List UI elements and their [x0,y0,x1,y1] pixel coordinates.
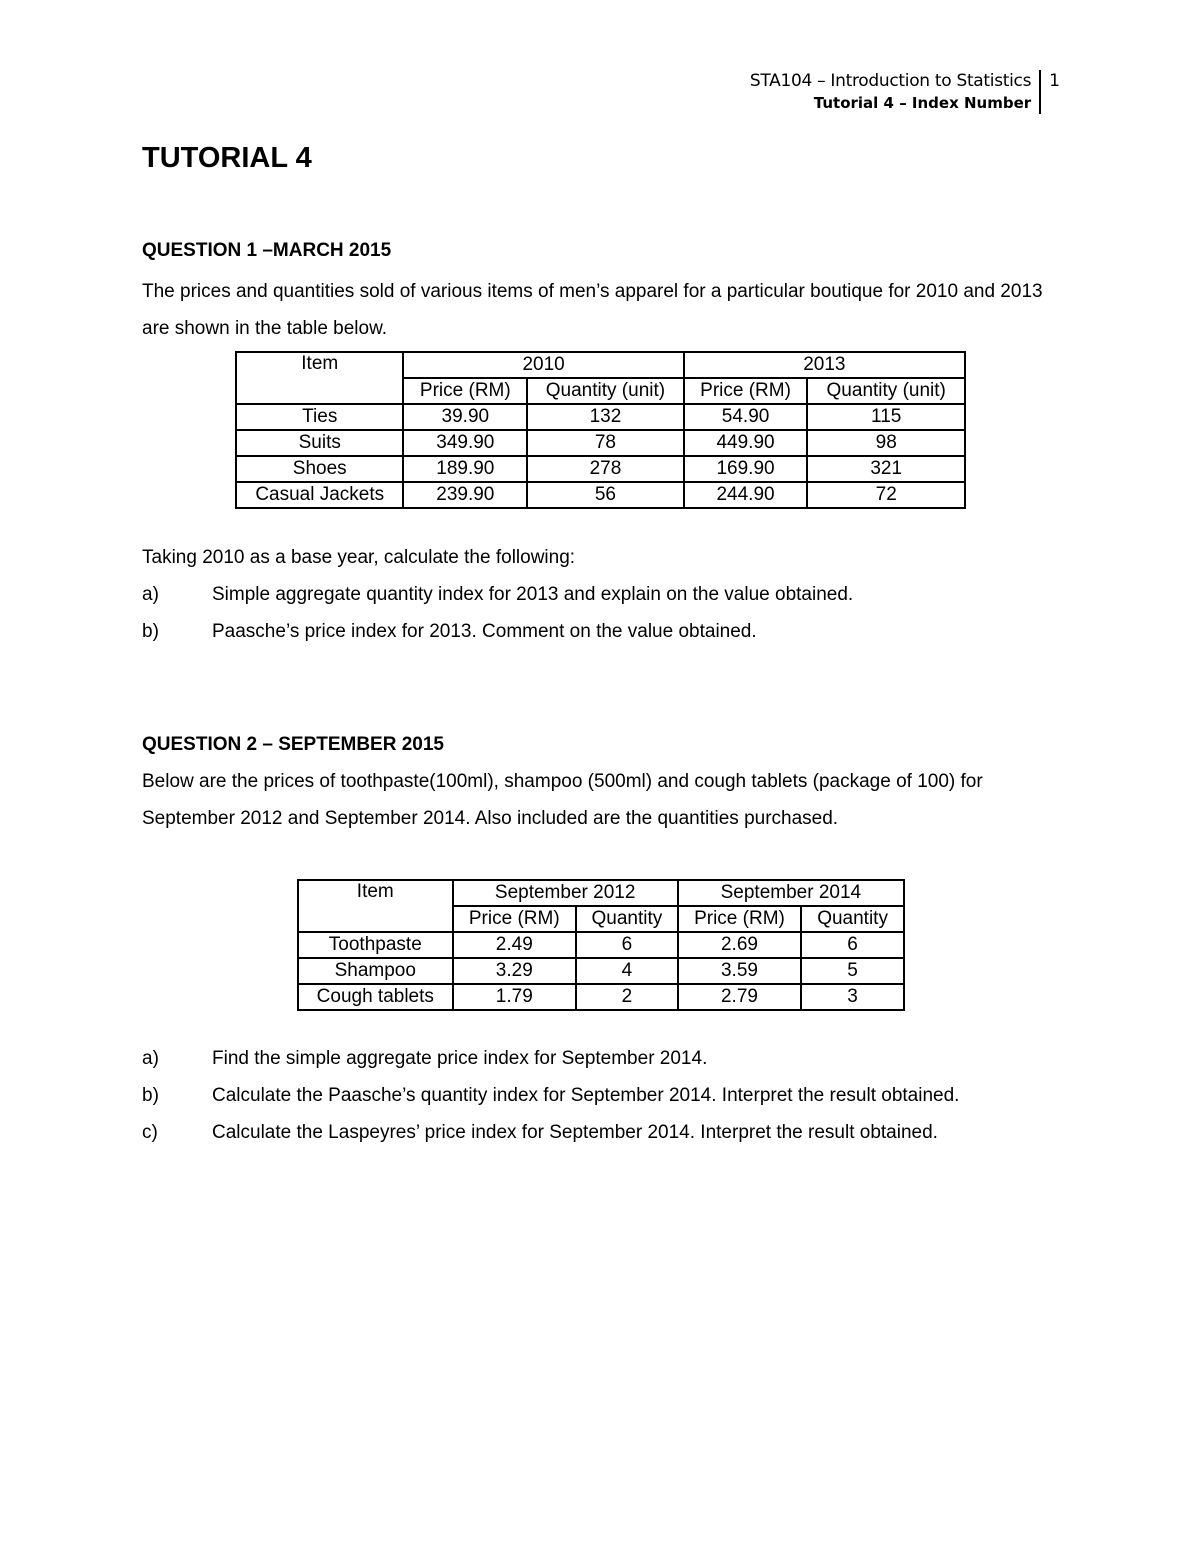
quantity-cell: 132 [527,404,684,430]
question-2-parts [142,1040,959,1151]
price-cell: 2.79 [678,984,801,1010]
price-cell: 169.90 [684,456,808,482]
price-cell: 39.90 [403,404,527,430]
quantity-cell: 56 [527,482,684,508]
header-text-block [750,70,1041,114]
quantity-cell: 4 [576,958,678,984]
quantity-cell: 115 [807,404,965,430]
table-row [236,404,965,430]
table-row [236,482,965,508]
question-1-instruction: Taking 2010 as a base year, calculate the following: [142,547,576,568]
question-1-parts [142,576,853,650]
price-cell: 239.90 [403,482,527,508]
quantity-header: Quantity (unit) [807,378,965,404]
price-cell: 244.90 [684,482,808,508]
item-cell: Cough tablets [298,984,453,1010]
year-1-header: 2010 [403,352,683,378]
item-cell: Toothpaste [298,932,453,958]
quantity-cell: 3 [801,984,904,1010]
year-2-header: September 2014 [678,880,904,906]
table-row [298,984,904,1010]
year-1-header: September 2012 [453,880,678,906]
part-text: Find the simple aggregate price index for September 2014. [212,1048,708,1069]
part-text: Calculate the Laspeyres’ price index for September 2014. Interpret the result obtained. [212,1122,938,1143]
item-cell: Suits [236,430,403,456]
price-cell: 54.90 [684,404,808,430]
question-1-table [235,351,966,509]
part-letter: a) [142,1048,159,1069]
part-text: Simple aggregate quantity index for 2013 and explain on the value obtained. [212,584,854,605]
quantity-cell: 278 [527,456,684,482]
price-header: Price (RM) [453,906,576,932]
question-1-intro: The prices and quantities sold of various items of men’s apparel for a particular boutique for 2010 and 2013 are shown in the table below. [142,281,1043,339]
part-text: Paasche’s price index for 2013. Comment on the value obtained. [212,621,757,642]
price-cell: 2.69 [678,932,801,958]
price-cell: 189.90 [403,456,527,482]
list-item [142,1114,959,1151]
item-column-header: Item [236,352,403,404]
table-header-row [236,352,965,378]
part-letter: a) [142,584,159,605]
list-item [142,1077,959,1114]
page-header [750,70,1060,114]
quantity-cell: 6 [801,932,904,958]
price-header: Price (RM) [678,906,801,932]
table-row [298,932,904,958]
price-cell: 349.90 [403,430,527,456]
table-header-row [298,880,904,906]
quantity-cell: 72 [807,482,965,508]
quantity-header: Quantity (unit) [527,378,684,404]
table-row [236,456,965,482]
page-number: 1 [1049,71,1060,91]
question-2-table [297,879,905,1011]
question-1-heading: QUESTION 1 –MARCH 2015 [142,240,392,261]
price-header: Price (RM) [403,378,527,404]
question-2-intro: Below are the prices of toothpaste(100ml), shampoo (500ml) and cough tablets (package of 100) for September 2012 and September 2014. Also included are the quantities purchased. [142,771,983,829]
quantity-cell: 321 [807,456,965,482]
part-letter: b) [142,621,159,642]
item-cell: Casual Jackets [236,482,403,508]
part-letter: b) [142,1085,159,1106]
tutorial-subtitle: Tutorial 4 – Index Number [813,94,1032,112]
quantity-cell: 2 [576,984,678,1010]
quantity-cell: 5 [801,958,904,984]
part-letter: c) [142,1122,158,1143]
quantity-header: Quantity [801,906,904,932]
quantity-cell: 98 [807,430,965,456]
course-title: STA104 – Introduction to Statistics [749,71,1032,91]
item-cell: Shampoo [298,958,453,984]
quantity-cell: 78 [527,430,684,456]
list-item [142,576,853,613]
year-2-header: 2013 [684,352,965,378]
price-cell: 2.49 [453,932,576,958]
page-title: TUTORIAL 4 [142,142,312,174]
item-cell: Shoes [236,456,403,482]
quantity-header: Quantity [576,906,678,932]
price-cell: 3.29 [453,958,576,984]
question-2-heading: QUESTION 2 – SEPTEMBER 2015 [142,734,444,755]
part-text: Calculate the Paasche’s quantity index for September 2014. Interpret the result obtained. [212,1085,960,1106]
list-item [142,1040,959,1077]
item-column-header: Item [298,880,453,932]
price-cell: 1.79 [453,984,576,1010]
list-item [142,613,853,650]
table-row [298,958,904,984]
quantity-cell: 6 [576,932,678,958]
price-header: Price (RM) [684,378,808,404]
price-cell: 449.90 [684,430,808,456]
price-cell: 3.59 [678,958,801,984]
table-row [236,430,965,456]
item-cell: Ties [236,404,403,430]
